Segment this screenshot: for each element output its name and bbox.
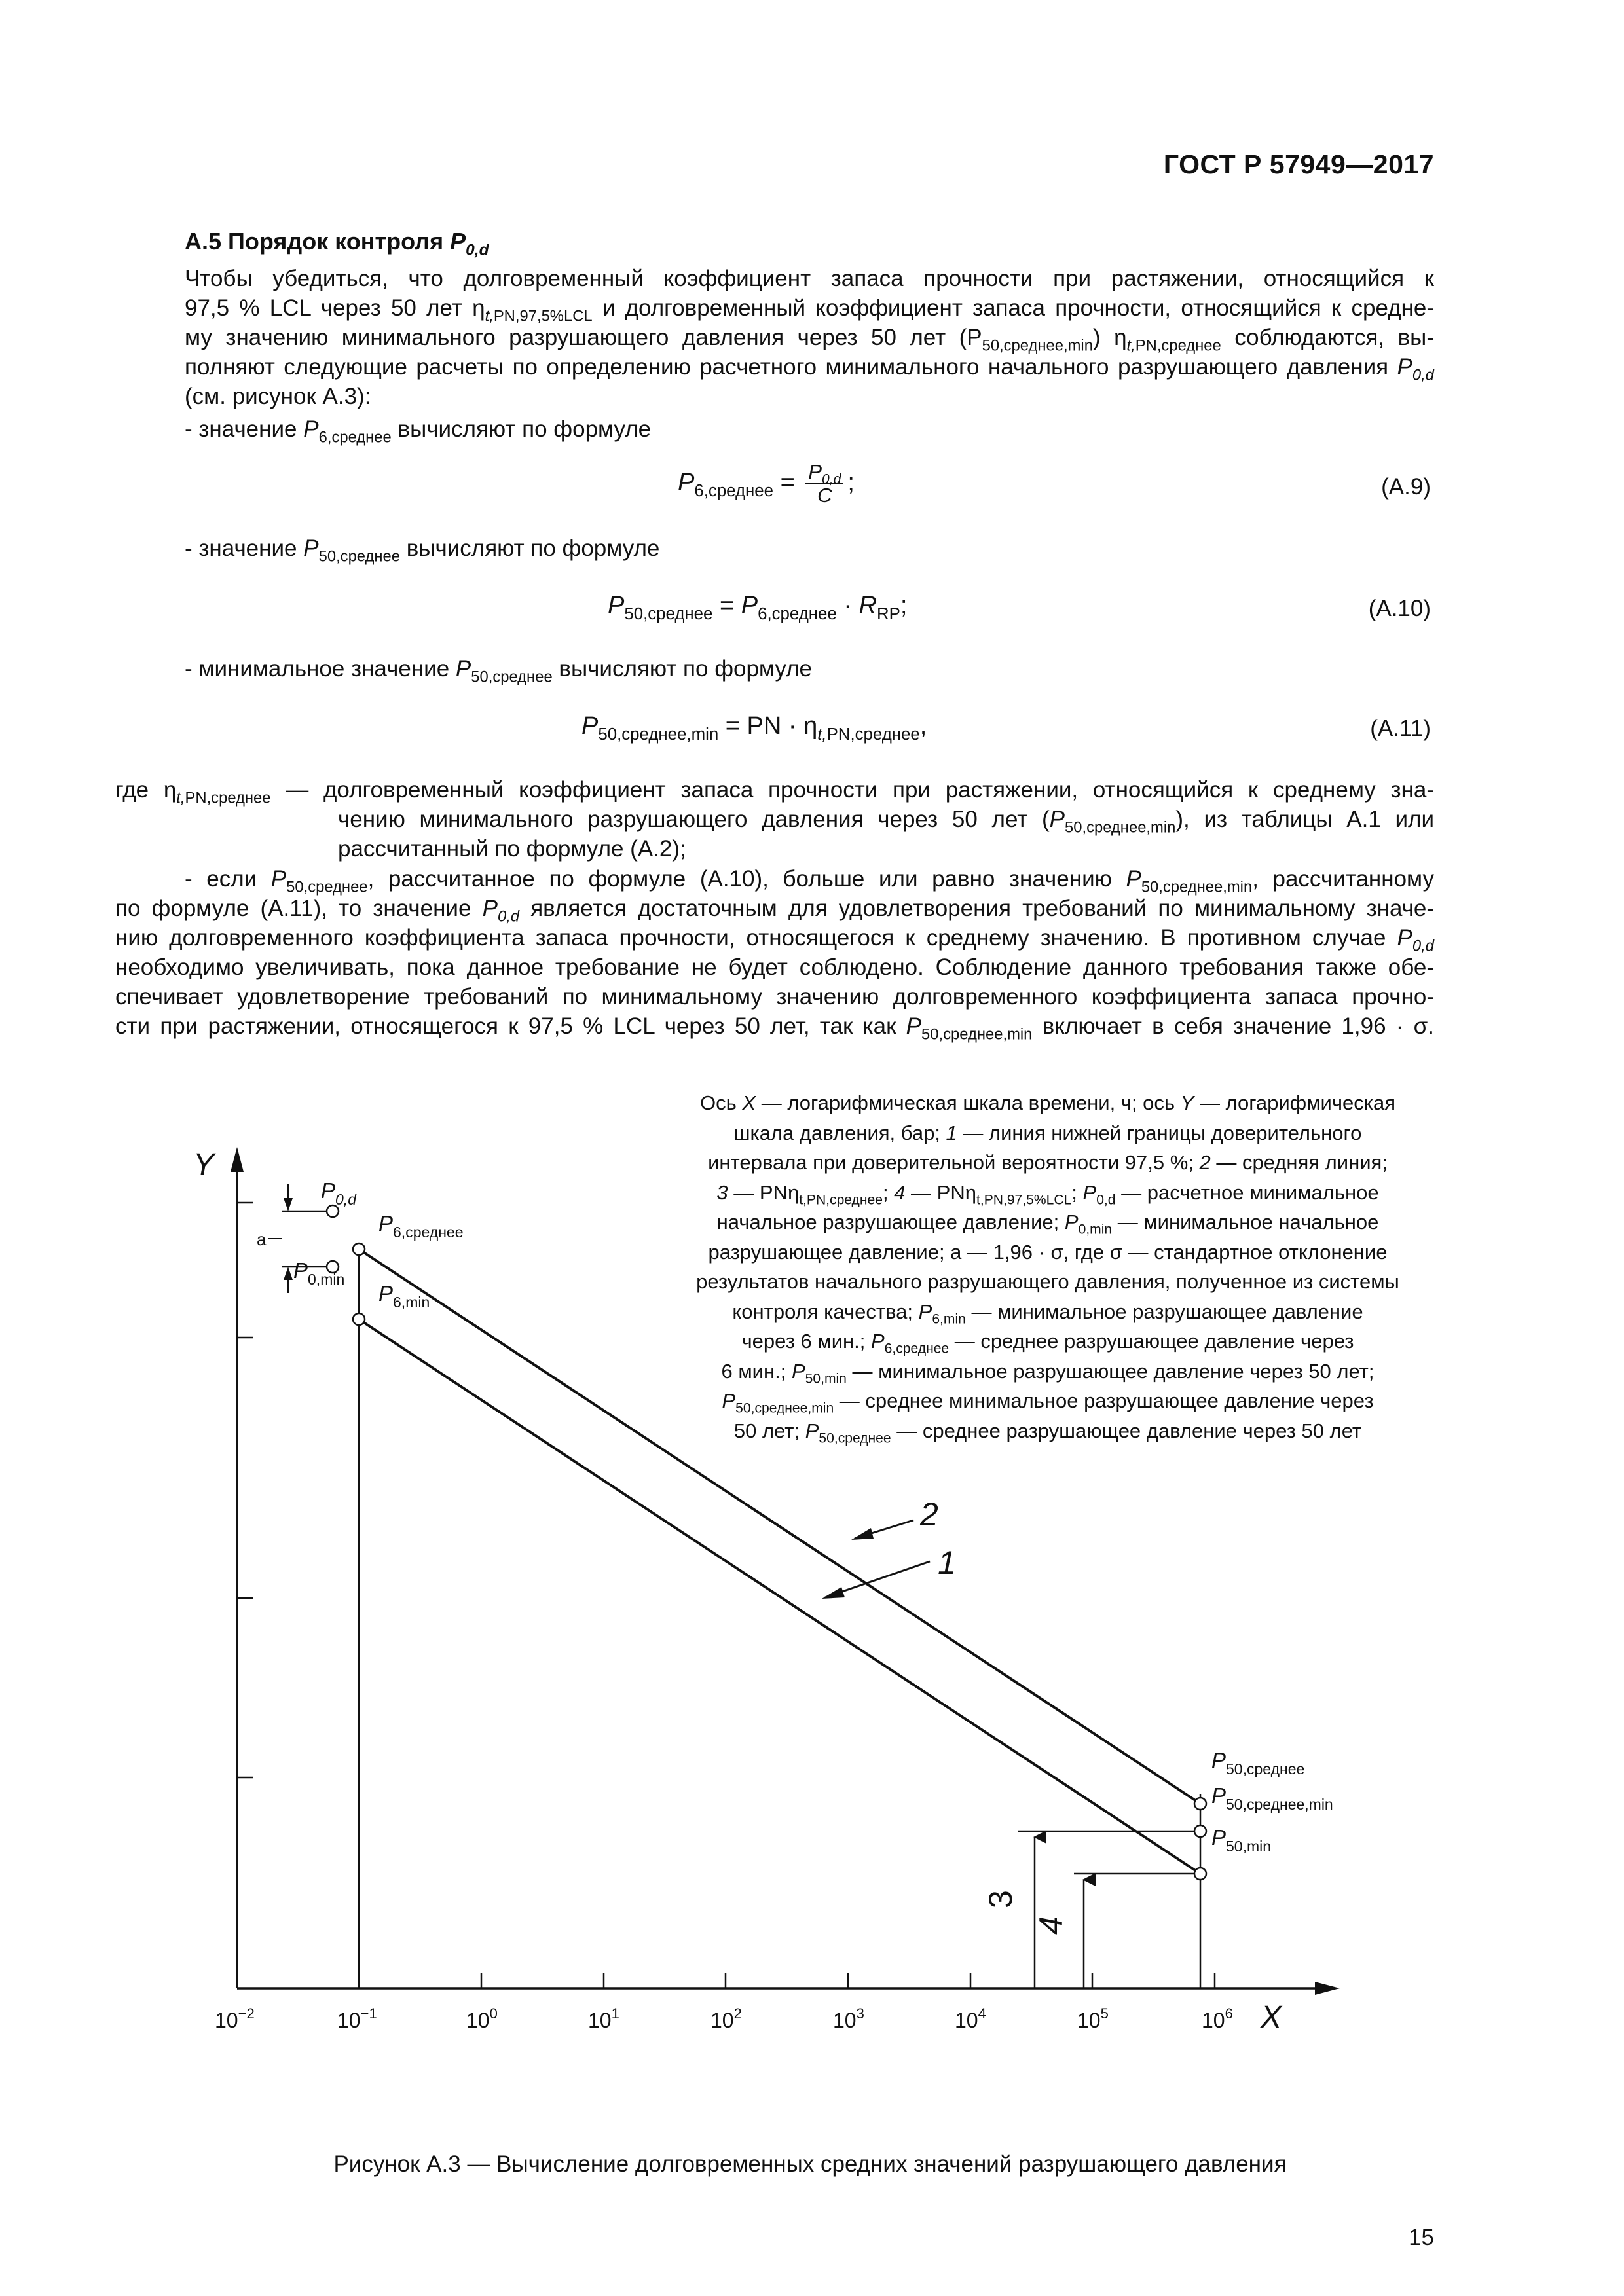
label-p0d: $P_{0,d}$ bbox=[321, 1178, 356, 1208]
x-axis-arrow bbox=[1315, 1982, 1340, 1995]
legend-line-5: начальное разрушающее давление; $P_{0,min}$ — минимальное начальное bbox=[716, 1211, 1379, 1237]
x-tick-labels bbox=[215, 2005, 1233, 2032]
equation-a11-number: (А.11) bbox=[1370, 716, 1431, 741]
point-p50-mean bbox=[1194, 1798, 1206, 1810]
x-tick-label: $10^{-2}$ bbox=[215, 2005, 255, 2032]
x-tick-label: $10^{-1}$ bbox=[337, 2005, 377, 2032]
bullet-p50-mean: - значение $P_{50,среднее}$ вычисляют по формуле bbox=[185, 536, 660, 566]
legend-line-10: 6 мин.; $P_{50,min}$ — минимальное разрушающее давление через 50 лет; bbox=[721, 1359, 1375, 1386]
condition-line-3: нию долговременного коэффициента запаса прочности, относящегося к среднему значению. В противном случае $P_{0,d}$ bbox=[115, 925, 1434, 955]
section-title: А.5 Порядок контроля $P_{0,d}$ bbox=[185, 228, 489, 259]
x-tick-label: $10^2$ bbox=[710, 2005, 742, 2032]
equation-a11: $P_{50,среднее,min}$ = PN · $\eta_{t,PN,среднее}$, bbox=[581, 712, 927, 744]
condition-line-5: спечивает удовлетворение требований по минимальному значению долговременного коэффициента запаса прочно- bbox=[115, 984, 1434, 1010]
curve-label-2: 2 bbox=[920, 1496, 938, 1533]
point-p6-min bbox=[353, 1313, 365, 1325]
line-1-lower bbox=[359, 1319, 1200, 1874]
label-p50-mean: $P_{50,среднее}$ bbox=[1211, 1748, 1305, 1777]
bullet-p6-mean: - значение $P_{6,среднее}$ вычисляют по формуле bbox=[185, 416, 652, 446]
x-tick-label: $10^5$ bbox=[1077, 2005, 1109, 2032]
x-tick-label: $10^3$ bbox=[833, 2005, 864, 2032]
point-p50-mean-min bbox=[1194, 1825, 1206, 1837]
bullet-p50-mean-min: - минимальное значение $P_{50,среднее}$ вычисляют по формуле bbox=[185, 656, 813, 686]
x-tick-label: $10^1$ bbox=[588, 2005, 619, 2032]
condition-line-4: необходимо увеличивать, пока данное требование не будет соблюдено. Соблюдение данного требования также обе- bbox=[115, 955, 1434, 980]
leader-line-1-arrowhead bbox=[822, 1587, 845, 1599]
y-axis-label: Y bbox=[193, 1148, 215, 1182]
document-standard-header: ГОСТ Р 57949—2017 bbox=[1163, 149, 1434, 179]
condition-line-1: - если $P_{50,среднее}$, рассчитанное по формуле (А.10), больше или равно значению $P_{50,среднее,min}$, рассчитанному bbox=[185, 866, 1435, 896]
where-line-2: чению минимального разрушающего давления через 50 лет $(P_{50,среднее,min})$, из таблицы А.1 или bbox=[338, 807, 1435, 837]
condition-line-2: по формуле (А.11), то значение $P_{0,d}$ является достаточным для удовлетворения требований по минимальному значе- bbox=[115, 896, 1434, 926]
intro-line-2: 97,5 % LCL через 50 лет $\eta_{t,PN,97,5\%LCL}$ и долговременный коэффициент запаса прочности, относящийся к средне- bbox=[185, 295, 1435, 325]
intro-line-3: му значению минимального разрушающего давления через 50 лет $(P_{50,среднее,min})$ $\eta_{t,PN,среднее}$ соблюдаются, вы- bbox=[185, 325, 1434, 355]
label-p0min: $P_{0,min}$ bbox=[293, 1258, 345, 1288]
intro-line-5: (см. рисунок А.3): bbox=[185, 384, 371, 409]
legend-line-12: 50 лет; $P_{50,среднее}$ — среднее разрушающее давление через 50 лет bbox=[733, 1419, 1362, 1446]
label-p50-min: $P_{50,min}$ bbox=[1211, 1825, 1272, 1855]
legend-line-4: 3 — PNη$_{t,PN,среднее}$; 4 — PNη$_{t,PN,97,5\%LCL}$; $P_{0,d}$ — расчетное минимальное bbox=[716, 1180, 1379, 1207]
label-a: a bbox=[257, 1230, 267, 1249]
legend-line-9: через 6 мин.; $P_{6,среднее}$ — среднее разрушающее давление через bbox=[741, 1330, 1354, 1357]
x-tick-label: $10^4$ bbox=[955, 2005, 986, 2032]
figure-caption: Рисунок А.3 — Вычисление долговременных средних значений разрушающего давления bbox=[333, 2151, 1287, 2177]
line-2-mean bbox=[359, 1249, 1200, 1804]
curve-label-1: 1 bbox=[938, 1544, 956, 1581]
equation-a10: $P_{50,среднее} = P_{6,среднее} \cdot R_{RP}$; bbox=[608, 592, 908, 624]
legend-line-11: $P_{50,среднее,min}$ — среднее минимальное разрушающее давление через bbox=[722, 1389, 1374, 1416]
x-axis-ticks bbox=[359, 1973, 1215, 1988]
x-tick-label: $10^0$ bbox=[466, 2005, 498, 2032]
label-p6-min: $P_{6,min}$ bbox=[378, 1281, 430, 1311]
legend-line-1: Ось X — логарифмическая шкала времени, ч; ось Y — логарифмическая bbox=[700, 1091, 1395, 1114]
dim-label-4: 4 bbox=[1033, 1916, 1069, 1935]
legend-line-6: разрушающее давление; а — 1,96 · σ, где σ — стандартное отклонение bbox=[708, 1240, 1388, 1264]
point-p6-mean bbox=[353, 1243, 365, 1255]
y-axis-ticks bbox=[237, 1203, 253, 1777]
label-p6-mean: $P_{6,среднее}$ bbox=[378, 1211, 464, 1241]
y-axis-arrow bbox=[231, 1147, 244, 1172]
intro-line-4: полняют следующие расчеты по определению расчетного минимального начального разрушающего давления $P_{0,d}$ bbox=[185, 354, 1434, 384]
legend-line-8: контроля качества; $P_{6,min}$ — минимальное разрушающее давление bbox=[732, 1300, 1363, 1326]
x-axis-label: X bbox=[1261, 2000, 1282, 2035]
point-p50-min bbox=[1194, 1868, 1206, 1880]
a-dimension-top-arrowhead bbox=[284, 1198, 293, 1211]
label-p50-mean-min: $P_{50,среднее,min}$ bbox=[1211, 1783, 1333, 1813]
equation-a10-number: (А.10) bbox=[1368, 596, 1431, 621]
where-line-3: рассчитанный по формуле (А.2); bbox=[338, 836, 686, 862]
legend-line-7: результатов начального разрушающего давления, полученное из системы bbox=[696, 1270, 1399, 1293]
legend-line-2: шкала давления, бар; 1 — линия нижней границы доверительного bbox=[733, 1121, 1362, 1144]
a-dimension-bottom-arrowhead bbox=[284, 1267, 293, 1280]
intro-line-1: Чтобы убедиться, что долговременный коэффициент запаса прочности при растяжении, относящийся к bbox=[185, 266, 1434, 291]
page-number: 15 bbox=[1409, 2225, 1434, 2250]
where-line-1: где $\eta_{t,PN,среднее}$ — долговременный коэффициент запаса прочности при растяжении, относящийся к среднему зна- bbox=[115, 777, 1434, 807]
legend-line-3: интервала при доверительной вероятности 97,5 %; 2 — средняя линия; bbox=[708, 1151, 1388, 1174]
equation-a9-number: (А.9) bbox=[1381, 474, 1431, 500]
x-tick-label: $10^6$ bbox=[1202, 2005, 1233, 2032]
leader-line-2-arrowhead bbox=[851, 1528, 874, 1540]
equation-a9: $P_{6,среднее}$ = $\frac{P_{0,d}}{C}$ ; bbox=[678, 460, 855, 507]
dim-label-3: 3 bbox=[982, 1890, 1019, 1908]
condition-line-6: сти при растяжении, относящегося к 97,5 % LCL через 50 лет, так как $P_{50,среднее,min}$ включает в себя значение 1,96 · σ. bbox=[115, 1013, 1435, 1044]
